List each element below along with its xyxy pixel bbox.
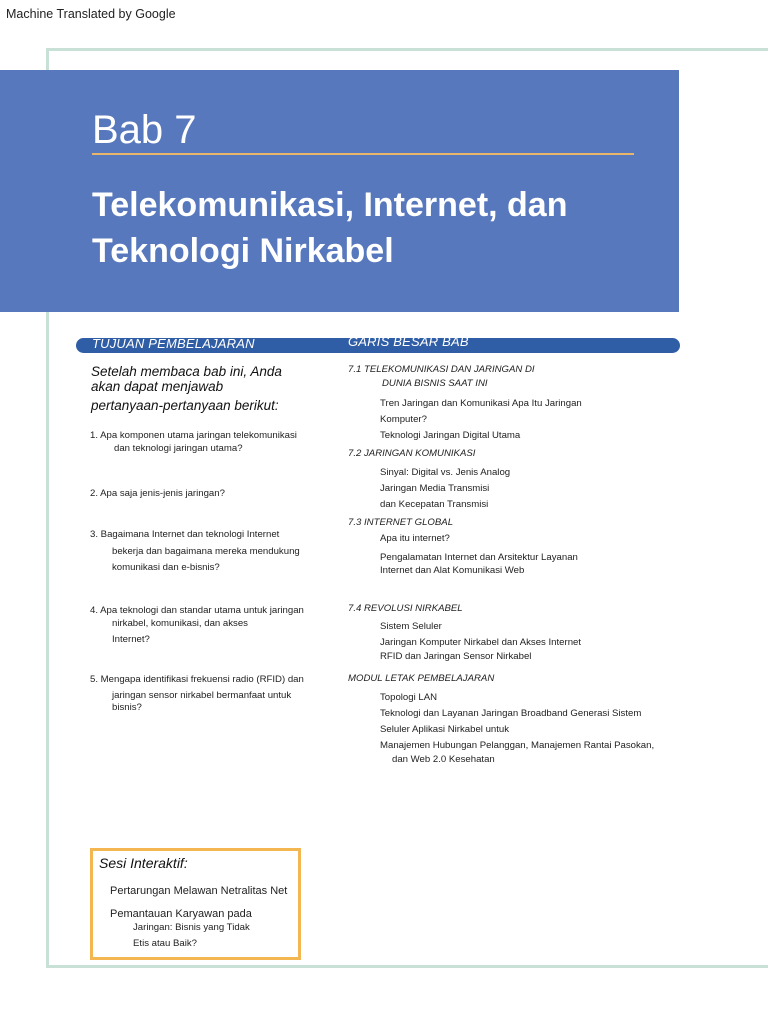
chapter-title-line-1: Telekomunikasi, Internet, dan — [92, 186, 568, 224]
question-3-line-1: 3. Bagaimana Internet dan teknologi Internet — [90, 529, 280, 540]
outline-item: Pengalamatan Internet dan Arsitektur Layanan — [380, 552, 578, 563]
chapter-number: Bab 7 — [92, 108, 197, 152]
question-4-line-2: nirkabel, komunikasi, dan akses — [112, 617, 248, 629]
outline-section-7-1-cont: DUNIA BISNIS SAAT INI — [382, 378, 488, 389]
question-1 — [90, 430, 297, 455]
outline-item: dan Kecepatan Transmisi — [380, 499, 489, 510]
question-1-line-2: dan teknologi jaringan utama? — [114, 442, 243, 454]
chapter-header — [0, 70, 679, 312]
outline-heading: GARIS BESAR BAB — [348, 334, 469, 349]
interactive-session-box — [90, 848, 301, 960]
outline-section-7-1: 7.1 TELEKOMUNIKASI DAN JARINGAN DI — [348, 364, 535, 375]
outline-section-7-2: 7.2 JARINGAN KOMUNIKASI — [348, 448, 476, 459]
question-5-line-1: 5. Mengapa identifikasi frekuensi radio (RFID) dan — [90, 674, 304, 685]
question-5 — [90, 674, 304, 715]
objectives-heading: TUJUAN PEMBELAJARAN — [92, 336, 255, 351]
outline-item: Teknologi Jaringan Digital Utama — [380, 430, 521, 441]
machine-translated-label: Machine Translated by Google — [6, 7, 176, 21]
question-4-line-3: Internet? — [112, 634, 150, 645]
interactive-session-item-2: Pemantauan Karyawan pada — [110, 908, 252, 920]
interactive-session-item-1: Pertarungan Melawan Netralitas Net — [110, 885, 288, 897]
chapter-title — [92, 182, 652, 274]
question-2 — [90, 488, 225, 501]
outline-item: Komputer? — [380, 414, 427, 425]
interactive-session-item-2-line-3: Etis atau Baik? — [133, 938, 197, 949]
question-1-line-1: 1. Apa komponen utama jaringan telekomunikasi — [90, 430, 297, 441]
outline-item: RFID dan Jaringan Sensor Nirkabel — [380, 651, 532, 662]
interactive-session-title: Sesi Interaktif: — [99, 855, 188, 871]
outline-section-7-4: 7.4 REVOLUSI NIRKABEL — [348, 603, 463, 614]
intro-line-2: akan dapat menjawab — [91, 379, 224, 394]
outline-item: Sistem Seluler — [380, 621, 442, 632]
outline-item: Seluler Aplikasi Nirkabel untuk — [380, 724, 510, 735]
intro-line-1: Setelah membaca bab ini, Anda — [91, 364, 282, 379]
outline-item: Topologi LAN — [380, 692, 438, 703]
objectives-intro — [91, 364, 282, 413]
question-3 — [90, 529, 300, 575]
section-heading-bar — [76, 334, 680, 353]
outline-item: Internet dan Alat Komunikasi Web — [380, 565, 525, 576]
outline-item: Jaringan Media Transmisi — [380, 483, 490, 494]
outline-section-modules: MODUL LETAK PEMBELAJARAN — [348, 673, 495, 684]
outline-item: dan Web 2.0 Kesehatan — [392, 754, 495, 765]
question-3-line-2: bekerja dan bagaimana mereka mendukung — [112, 545, 300, 557]
outline-item: Tren Jaringan dan Komunikasi Apa Itu Jaringan — [380, 398, 582, 409]
question-5-line-2: jaringan sensor nirkabel bermanfaat untuk — [112, 689, 292, 701]
outline-item: Manajemen Hubungan Pelanggan, Manajemen Rantai Pasokan, — [380, 740, 655, 751]
header-rule — [92, 153, 634, 155]
outline-section-7-3: 7.3 INTERNET GLOBAL — [348, 517, 454, 528]
intro-line-3: pertanyaan-pertanyaan berikut: — [91, 398, 279, 413]
question-3-line-3: komunikasi dan e-bisnis? — [112, 562, 220, 573]
outline-item: Apa itu internet? — [380, 533, 450, 544]
question-2-line-1: 2. Apa saja jenis-jenis jaringan? — [90, 488, 225, 499]
chapter-title-line-2: Teknologi Nirkabel — [92, 232, 394, 270]
question-4-line-1: 4. Apa teknologi dan standar utama untuk jaringan — [90, 605, 304, 616]
interactive-session-item-2-line-2: Jaringan: Bisnis yang Tidak — [133, 922, 250, 933]
outline-item: Teknologi dan Layanan Jaringan Broadband Generasi Sistem — [380, 708, 642, 719]
question-5-line-3: bisnis? — [112, 702, 142, 713]
question-4 — [90, 605, 304, 647]
outline-item: Sinyal: Digital vs. Jenis Analog — [380, 467, 511, 478]
outline-item: Jaringan Komputer Nirkabel dan Akses Internet — [380, 637, 582, 648]
